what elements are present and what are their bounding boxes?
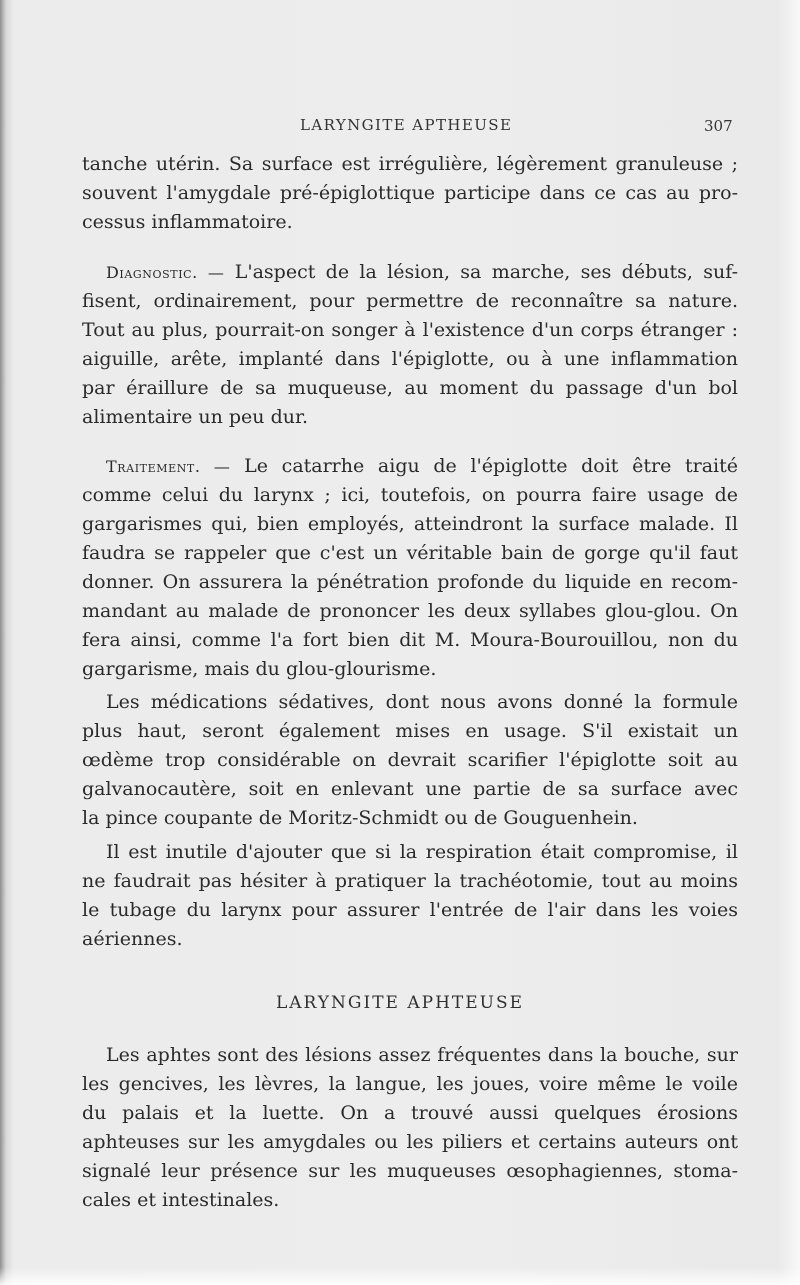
text-line: aériennes. xyxy=(82,928,183,950)
text-run: L'aspect de la lésion, sa marche, ses débuts, suf- xyxy=(224,261,738,283)
text-line: cales et intestinales. xyxy=(82,1189,280,1211)
text-line: cessus inflammatoire. xyxy=(82,211,293,233)
page-number: 307 xyxy=(704,117,733,135)
text-run: Le catarrhe aigu de l'épiglotte doit être traité xyxy=(230,455,738,477)
running-title: LARYNGITE APTHEUSE xyxy=(300,116,513,134)
text-line: aphteuses sur les amygdales ou les piliers et certains auteurs ont xyxy=(82,1131,738,1153)
paragraph-medications xyxy=(82,688,738,833)
text-line: mandant au malade de prononcer les deux syllabes glou-glou. On xyxy=(82,600,738,622)
text-line xyxy=(82,258,738,287)
text-line: du palais et la luette. On a trouvé aussi quelques érosions xyxy=(82,1102,738,1124)
page-bottom-shadow xyxy=(0,1267,800,1285)
text-line: Les médications sédatives, dont nous avons donné la formule xyxy=(106,691,738,713)
paragraph-tracheotomie xyxy=(82,838,738,954)
text-line: alimentaire un peu dur. xyxy=(82,406,309,428)
text-line: souvent l'amygdale pré-épiglottique participe dans ce cas au pro- xyxy=(82,182,738,204)
page-edge-shadow xyxy=(778,0,800,1285)
section-heading: LARYNGITE APHTEUSE xyxy=(275,993,525,1013)
text-line: comme celui du larynx ; ici, toutefois, on pourra faire usage de xyxy=(82,484,738,506)
text-line: œdème trop considérable on devrait scarifier l'épiglotte soit au xyxy=(82,749,738,771)
text-line: gargarismes qui, bien employés, atteindront la surface malade. Il xyxy=(82,513,738,535)
text-line: tanche utérin. Sa surface est irrégulière, légèrement granuleuse ; xyxy=(82,153,738,175)
paragraph-heading-traitement: Traitement. — xyxy=(106,457,231,476)
text-line: faudra se rappeler que c'est un véritable bain de gorge qu'il faut xyxy=(82,542,738,564)
text-line: signalé leur présence sur les muqueuses œsophagiennes, stoma- xyxy=(82,1160,738,1182)
text-line: donner. On assurera la pénétration profonde du liquide en recom- xyxy=(82,571,738,593)
paragraph-heading-diagnostic: Diagnostic. — xyxy=(106,263,225,282)
text-line: le tubage du larynx pour assurer l'entrée de l'air dans les voies xyxy=(82,899,738,921)
paragraph-continuation xyxy=(82,150,738,237)
text-line: galvanocautère, soit en enlevant une partie de sa surface avec xyxy=(82,778,738,800)
text-line xyxy=(82,452,738,481)
paragraph-traitement xyxy=(82,452,738,684)
text-line: Tout au plus, pourrait-on songer à l'existence d'un corps étranger : xyxy=(82,319,738,341)
text-line: fisent, ordinairement, pour permettre de reconnaître sa nature. xyxy=(82,290,738,312)
paragraph-diagnostic xyxy=(82,258,738,432)
text-line: gargarisme, mais du glou-glourisme. xyxy=(82,658,437,680)
text-line: plus haut, seront également mises en usage. S'il existait un xyxy=(82,720,738,742)
text-line: la pince coupante de Moritz-Schmidt ou de Gouguenhein. xyxy=(82,807,638,829)
text-line: Les aphtes sont des lésions assez fréquentes dans la bouche, sur xyxy=(106,1044,738,1066)
page-header xyxy=(0,116,800,138)
text-line: aiguille, arête, implanté dans l'épiglotte, ou à une inflammation xyxy=(82,348,738,370)
text-line: Il est inutile d'ajouter que si la respiration était compromise, il xyxy=(106,841,738,863)
text-line: fera ainsi, comme l'a fort bien dit M. Moura-Bourouillou, non du xyxy=(82,629,738,651)
paragraph-aphtes xyxy=(82,1041,738,1215)
text-line: les gencives, les lèvres, la langue, les joues, voire même le voile xyxy=(82,1073,738,1095)
text-line: par éraillure de sa muqueuse, au moment du passage d'un bol xyxy=(82,377,738,399)
text-line: ne faudrait pas hésiter à pratiquer la trachéotomie, tout au moins xyxy=(82,870,738,892)
